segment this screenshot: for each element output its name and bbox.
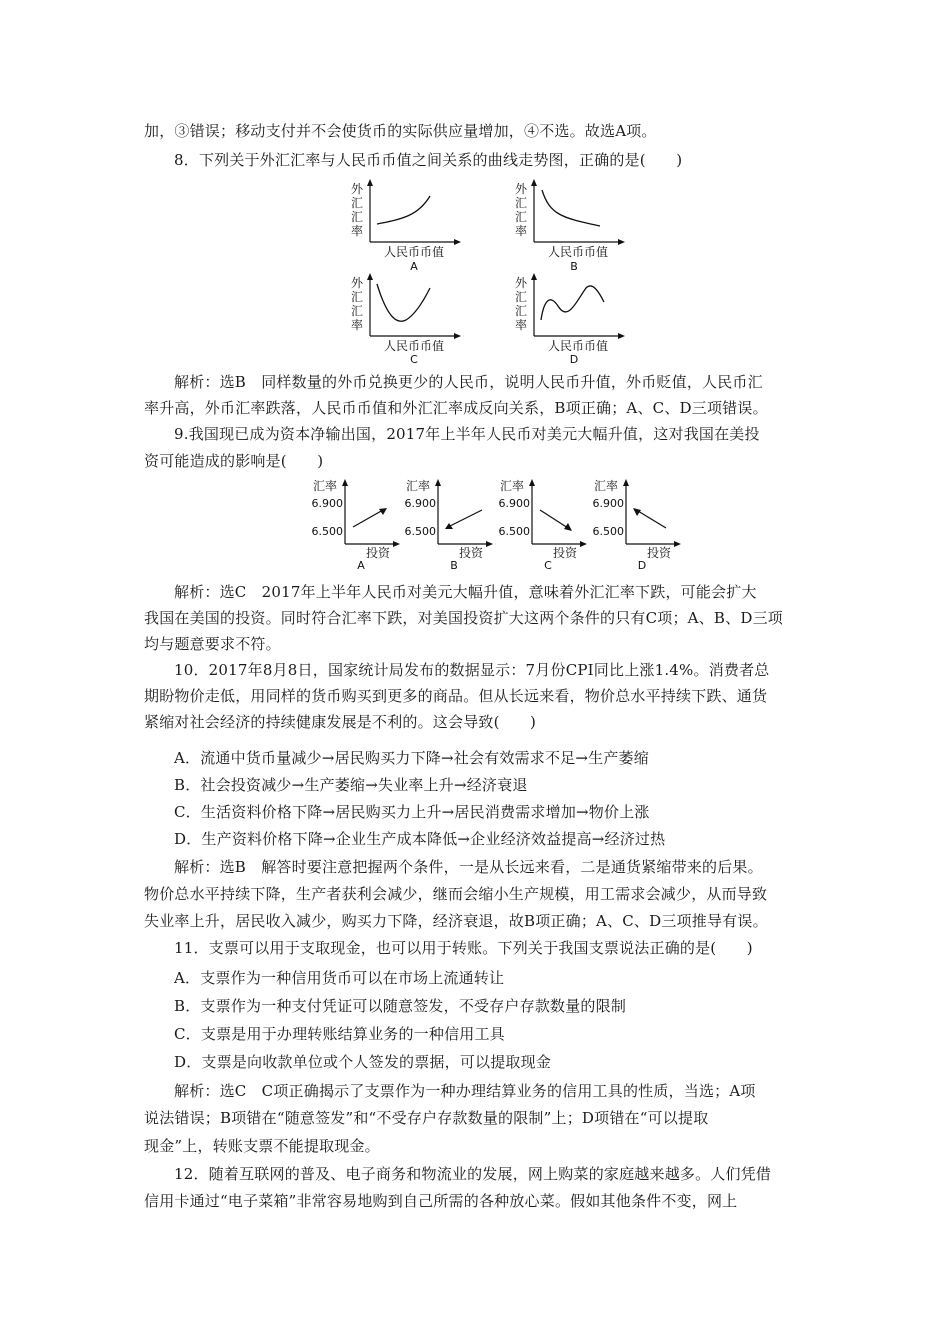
arrow-d — [638, 511, 666, 528]
question-10-line-3: 紧缩对社会经济的持续健康发展是不利的。这会导致( ) — [144, 713, 537, 731]
y-axis-label: 汇 — [350, 290, 364, 304]
text-line: 加，③错误；移动支付并不会使货币的实际供应量增加，④不选。故选A项。 — [144, 122, 657, 140]
question-9-line-1: 9.我国现已成为资本净输出国，2017年上半年人民币对美元大幅升值，这对我国在美投 — [174, 425, 760, 443]
tick-label: 6.500 — [498, 525, 530, 538]
answer-10-line-1: 解析：选B 解答时要注意把握两个条件，一是从长远来看，二是通货紧缩带来的后果。 — [174, 858, 763, 876]
question-11: 11．支票可以用于支取现金，也可以用于转账。下列关于我国支票说法正确的是( ) — [174, 939, 753, 957]
y-axis-label: 汇率 — [593, 479, 619, 493]
question-10-option-b: B．社会投资减少→生产萎缩→失业率上升→经济衰退 — [174, 776, 528, 794]
panel-label: C — [544, 559, 552, 570]
question-11-option-c: C．支票是用于办理转账结算业务的一种信用工具 — [174, 1025, 505, 1043]
x-axis-label: 投资 — [458, 546, 484, 560]
answer-8-line-1: 解析：选B 同样数量的外币兑换更少的人民币，说明人民币升值，外币贬值，人民币汇 — [174, 373, 763, 391]
x-axis-label: 投资 — [646, 546, 672, 560]
x-axis-label: 人民币币值 — [383, 245, 445, 259]
tick-label: 6.900 — [498, 497, 530, 510]
curve-c — [377, 284, 430, 321]
y-axis-label: 外 — [514, 182, 528, 196]
panel-label: C — [410, 353, 418, 366]
question-9-line-2: 资可能造成的影响是( ) — [144, 452, 324, 470]
y-axis-label: 汇 — [350, 196, 364, 210]
question-11-option-a: A．支票作为一种信用货币可以在市场上流通转让 — [174, 969, 505, 987]
answer-10-line-3: 失业率上升，居民收入减少，购买力下降，经济衰退，故B项正确；A、C、D三项推导有误。 — [144, 912, 768, 930]
x-axis-label: 人民币币值 — [383, 339, 445, 353]
curve-d — [541, 286, 604, 320]
y-axis-label: 汇率 — [405, 479, 431, 493]
q8-graph-b — [515, 179, 625, 273]
x-axis-label: 人民币币值 — [547, 339, 609, 353]
arrow-c — [540, 510, 568, 528]
answer-9-line-1: 解析：选C 2017年上半年人民币对美元大幅升值，意味着外汇汇率下跌，可能会扩大 — [174, 583, 757, 601]
arrow-a — [353, 510, 383, 527]
answer-10-line-2: 物价总水平持续下降，生产者获利会减少，继而会缩小生产规模，用工需求会减少，从而导致 — [144, 885, 768, 903]
y-axis-label: 汇 — [514, 196, 528, 210]
y-axis-label: 率 — [350, 318, 364, 332]
x-axis-label: 投资 — [365, 546, 391, 560]
y-axis-label: 汇 — [350, 210, 364, 224]
y-axis-label: 汇 — [350, 304, 364, 318]
question-12-line-2: 信用卡通过“电子菜箱”非常容易地购到自己所需的各种放心菜。假如其他条件不变，网上 — [144, 1192, 738, 1210]
question-12-line-1: 12．随着互联网的普及、电子商务和物流业的发展，网上购菜的家庭越来越多。人们凭借 — [174, 1165, 772, 1183]
x-axis-label: 人民币币值 — [547, 245, 609, 259]
tick-label: 6.900 — [311, 497, 343, 510]
answer-11-line-1: 解析：选C C项正确揭示了支票作为一种办理结算业务的信用工具的性质，当选；A项 — [174, 1082, 756, 1100]
q9-graph-a — [312, 478, 401, 570]
y-axis-label: 率 — [514, 224, 528, 238]
q8-graph-d — [515, 273, 625, 366]
tick-label: 6.500 — [592, 525, 624, 538]
answer-11-line-2: 说法错误；B项错在“随意签发”和“不受存户存款数量的限制”上；D项错在“可以提取 — [144, 1109, 709, 1127]
q9-graph-c — [499, 478, 588, 570]
answer-8-line-2: 率升高，外币汇率跌落，人民币币值和外汇汇率成反向关系，B项正确；A、C、D三项错误。 — [144, 399, 768, 417]
q9-graph-d — [593, 478, 682, 570]
arrow-b — [450, 510, 482, 526]
curve-b — [542, 190, 600, 226]
y-axis-label: 外 — [350, 276, 364, 290]
tick-label: 6.500 — [311, 525, 343, 538]
question-10-line-2: 期盼物价走低，用同样的货币购买到更多的商品。但从长远来看，物价总水平持续下跌、通货 — [144, 687, 768, 705]
question-10-option-c: C．生活资料价格下降→居民购买力上升→居民消费需求增加→物价上涨 — [174, 803, 650, 821]
tick-label: 6.500 — [404, 525, 436, 538]
curve-a — [377, 196, 430, 224]
tick-label: 6.900 — [592, 497, 624, 510]
q8-graph-c — [351, 273, 461, 366]
question-10-option-a: A．流通中货币量减少→居民购买力下降→社会有效需求不足→生产萎缩 — [174, 749, 649, 767]
q8-graph-a — [351, 179, 461, 273]
panel-label: D — [637, 559, 647, 570]
question-10-line-1: 10．2017年8月8日，国家统计局发布的数据显示：7月份CPI同比上涨1.4%。消费者总 — [174, 661, 770, 679]
y-axis-label: 汇 — [514, 304, 528, 318]
panel-label: A — [410, 260, 418, 273]
answer-9-line-3: 均与题意要求不符。 — [144, 635, 281, 653]
panel-label: B — [450, 559, 458, 570]
y-axis-label: 外 — [350, 182, 364, 196]
panel-label: B — [570, 260, 578, 273]
q8-figure — [330, 178, 630, 366]
y-axis-label: 汇 — [514, 210, 528, 224]
question-10-option-d: D．生产资料价格下降→企业生产成本降低→企业经济效益提高→经济过热 — [174, 830, 666, 848]
y-axis-label: 汇 — [514, 290, 528, 304]
q9-graph-b — [405, 478, 494, 570]
q9-figure — [305, 478, 690, 570]
tick-label: 6.900 — [404, 497, 436, 510]
y-axis-label: 汇率 — [499, 479, 525, 493]
x-axis-label: 投资 — [552, 546, 578, 560]
question-11-option-d: D．支票是向收款单位或个人签发的票据，可以提取现金 — [174, 1053, 552, 1071]
y-axis-label: 率 — [350, 224, 364, 238]
panel-label: A — [357, 559, 365, 570]
y-axis-label: 率 — [514, 318, 528, 332]
y-axis-label: 汇率 — [312, 479, 338, 493]
answer-11-line-3: 现金”上，转账支票不能提取现金。 — [144, 1137, 380, 1155]
question-8: 8．下列关于外汇汇率与人民币币值之间关系的曲线走势图，正确的是( ) — [174, 151, 683, 169]
answer-9-line-2: 我国在美国的投资。同时符合汇率下跌，对美国投资扩大这两个条件的只有C项；A、B、D三项 — [144, 609, 783, 627]
panel-label: D — [569, 353, 579, 366]
y-axis-label: 外 — [514, 276, 528, 290]
question-11-option-b: B．支票作为一种支付凭证可以随意签发，不受存户存款数量的限制 — [174, 997, 627, 1015]
